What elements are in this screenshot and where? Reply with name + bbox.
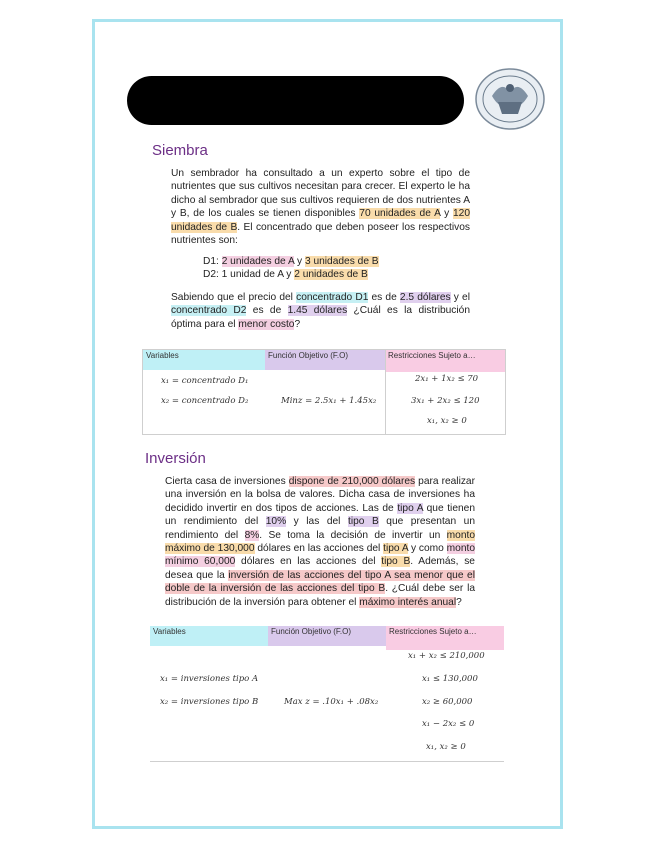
restriction-2: x₁ ≤ 130,000 <box>422 674 478 684</box>
restriction-3: x₂ ≥ 60,000 <box>422 697 473 707</box>
siembra-intro-paragraph: Un sembrador ha consultado a un experto sobre el tipo de nutrientes que sus cultivos necesitan para crecer. El experto le ha dicho al sembrador que sus cultivos requieren de dos nutrientes A y B, de los cuales se tienen disponibles 70 unidades de A y 120 unidades de B. El concentrado que deben poseer los respectivos nutrientes son: <box>171 168 470 247</box>
header-restrictions: Restricciones Sujeto a… <box>386 626 504 650</box>
d1-line: D1: 2 unidades de A y 3 unidades de B <box>203 256 379 267</box>
variable-x2: x₂ = inversiones tipo B <box>160 697 259 707</box>
restriction-2: 3x₁ + 2x₂ ≤ 120 <box>411 396 480 406</box>
variable-x1: x₁ = concentrado D₁ <box>161 376 249 386</box>
siembra-heading: Siembra <box>152 142 208 159</box>
header-objective-function: Función Objetivo (F.O) <box>268 626 386 646</box>
restriction-1: 2x₁ + 1x₂ ≤ 70 <box>415 374 479 384</box>
variable-x2: x₂ = concentrado D₂ <box>161 396 249 406</box>
redacted-title-banner <box>127 76 464 125</box>
d2-line: D2: 1 unidad de A y 2 unidades de B <box>203 269 368 281</box>
restriction-1: x₁ + x₂ ≤ 210,000 <box>408 651 485 661</box>
objective-function: Minz = 2.5x₁ + 1.45x₂ <box>281 396 377 406</box>
header-objective-function: Función Objetivo (F.O) <box>265 350 385 370</box>
restriction-3: x₁, x₂ ≥ 0 <box>427 416 467 426</box>
restriction-4: x₁ − 2x₂ ≤ 0 <box>422 719 475 729</box>
university-seal-logo <box>472 66 548 132</box>
siembra-model-table <box>142 349 506 435</box>
objective-function: Max z = .10x₁ + .08x₂ <box>284 697 379 707</box>
header-variables: Variables <box>143 350 265 370</box>
inversion-paragraph: Cierta casa de inversiones dispone de 210,000 dólares para realizar una inversión en la bolsa de valores. Dicha casa de inversiones ha decidido invertir en dos tipos de acciones. Las de tipo A que tienen un rendimiento del 10% y las del tipo B que presentan un rendimiento del 8%. Se toma la decisión de invertir un monto máximo de 130,000 dólares en las acciones del tipo A y como monto mínimo 60,000 dólares en las acciones del tipo B. Además, se desea que la inversión de las acciones del tipo A sea menor que el doble de la inversión de las acciones del tipo B. ¿Cuál debe ser la distribución de la inversión para obtener el máximo interés anual? <box>165 476 476 608</box>
siembra-question-paragraph: Sabiendo que el precio del concentrado D1 es de 2.5 dólares y el concentrado D2 es de 1.45 dólares ¿Cuál es la distribución óptima para el menor costo? <box>171 292 470 330</box>
inversion-model-table <box>150 626 504 762</box>
concentrate-list <box>203 255 443 282</box>
header-variables: Variables <box>150 626 268 646</box>
inversion-heading: Inversión <box>145 450 206 467</box>
variable-x1: x₁ = inversiones tipo A <box>160 674 259 684</box>
header-restrictions: Restricciones Sujeto a… <box>385 350 505 372</box>
restriction-5: x₁, x₂ ≥ 0 <box>426 742 466 752</box>
